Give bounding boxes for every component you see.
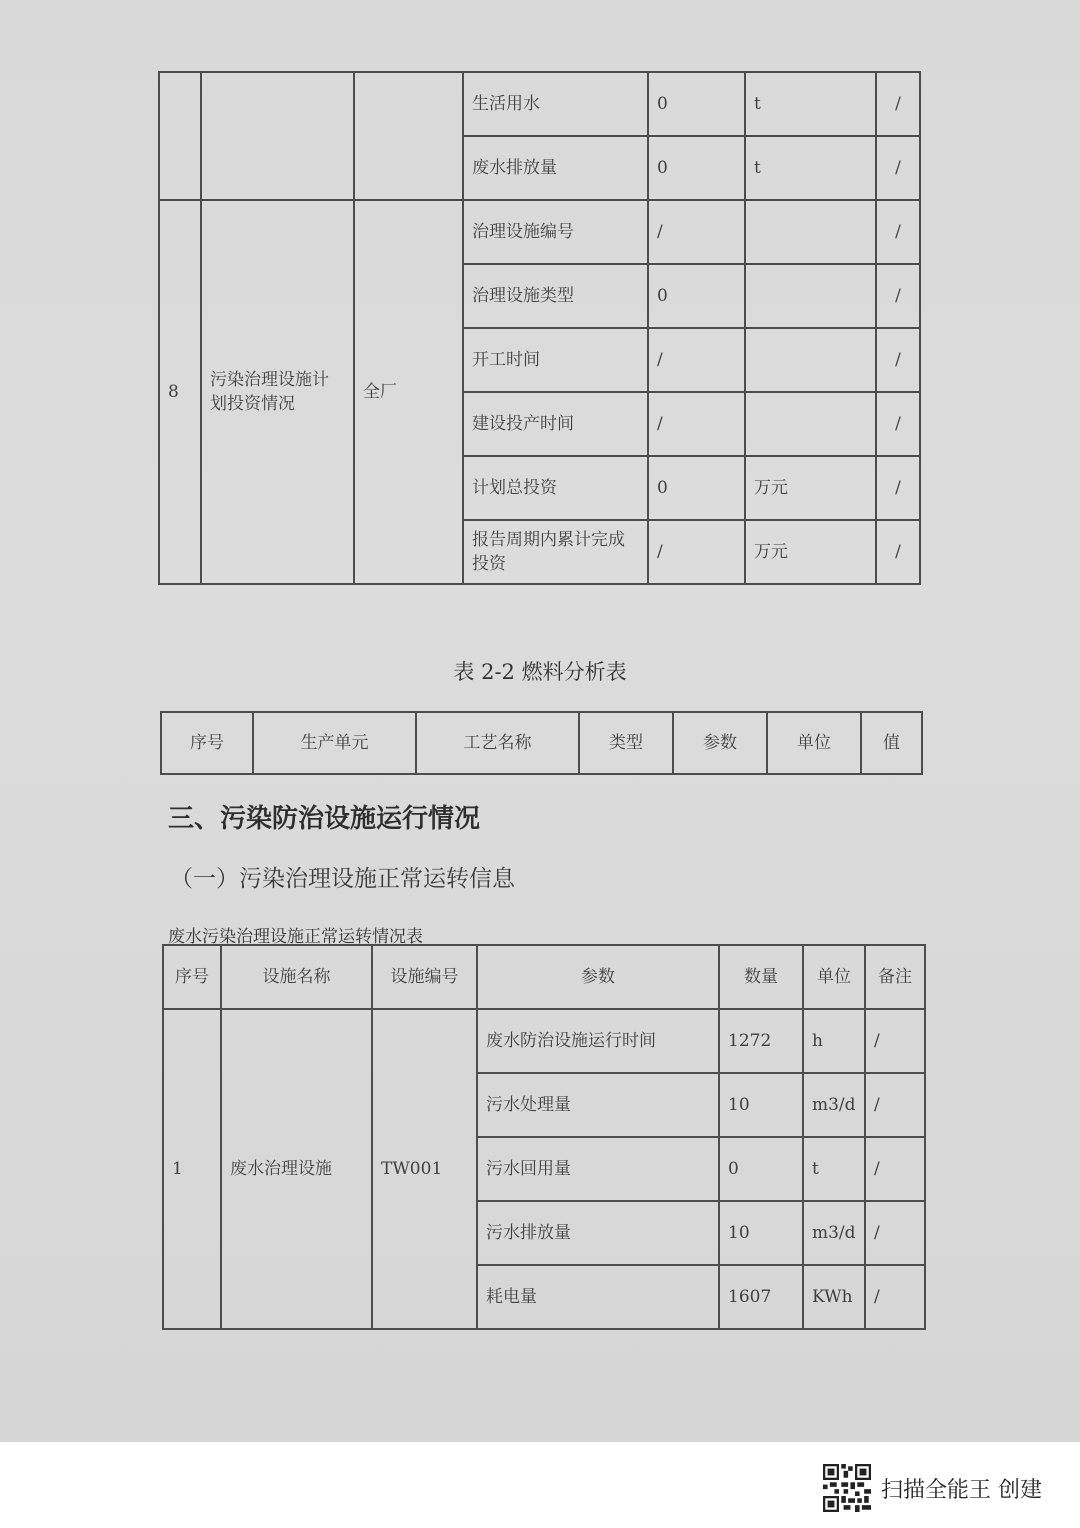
unit-cell <box>745 200 876 264</box>
param-cell: 废水防治设施运行时间 <box>477 1009 719 1073</box>
value-cell: / <box>648 392 745 456</box>
qty-cell: 0 <box>719 1137 803 1201</box>
facility-name-cell: 废水治理设施 <box>221 1009 372 1329</box>
header-facility-name: 设施名称 <box>221 945 372 1009</box>
wastewater-table-caption: 废水污染治理设施正常运转情况表 <box>168 927 423 947</box>
header-parameter: 参数 <box>673 712 767 774</box>
unit-cell: m3/d <box>803 1201 865 1265</box>
param-cell: 报告周期内累计完成投资 <box>463 520 648 584</box>
unit-cell <box>745 392 876 456</box>
section-subtitle: （一）污染治理设施正常运转信息 <box>170 866 515 892</box>
table-row <box>159 72 920 136</box>
scanner-watermark <box>823 1466 1042 1510</box>
unit-cell: 万元 <box>745 520 876 584</box>
header-remarks: 备注 <box>865 945 925 1009</box>
param-cell: 开工时间 <box>463 328 648 392</box>
header-seq: 序号 <box>163 945 221 1009</box>
header-unit: 单位 <box>803 945 865 1009</box>
param-cell: 污水处理量 <box>477 1073 719 1137</box>
header-type: 类型 <box>579 712 673 774</box>
unit-cell: t <box>803 1137 865 1201</box>
note-cell: / <box>865 1201 925 1265</box>
item-cell: 污染治理设施计划投资情况 <box>201 200 354 584</box>
note-cell: / <box>876 264 920 328</box>
note-cell: / <box>876 328 920 392</box>
note-cell: / <box>876 72 920 136</box>
wastewater-facility-table <box>162 944 926 1330</box>
param-cell: 建设投产时间 <box>463 392 648 456</box>
header-seq: 序号 <box>161 712 253 774</box>
value-cell: 0 <box>648 264 745 328</box>
header-value: 值 <box>861 712 922 774</box>
table-header-row <box>163 945 925 1009</box>
param-cell: 治理设施编号 <box>463 200 648 264</box>
value-cell: / <box>648 200 745 264</box>
param-cell: 废水排放量 <box>463 136 648 200</box>
unit-cell: t <box>745 136 876 200</box>
fuel-table-caption: 表 2-2 燃料分析表 <box>453 660 627 684</box>
table-row <box>159 200 920 264</box>
unit-cell <box>745 264 876 328</box>
header-unit: 单位 <box>767 712 861 774</box>
header-facility-code: 设施编号 <box>372 945 477 1009</box>
facility-code-cell: TW001 <box>372 1009 477 1329</box>
note-cell: / <box>865 1137 925 1201</box>
header-production-unit: 生产单元 <box>253 712 416 774</box>
note-cell: / <box>865 1073 925 1137</box>
blank-cell <box>354 72 463 200</box>
section-title: 三、污染防治设施运行情况 <box>168 804 481 834</box>
value-cell: / <box>648 520 745 584</box>
note-cell: / <box>876 200 920 264</box>
value-cell: 0 <box>648 136 745 200</box>
header-process-name: 工艺名称 <box>416 712 579 774</box>
note-cell: / <box>876 392 920 456</box>
header-parameter: 参数 <box>477 945 719 1009</box>
table-row <box>163 1009 925 1073</box>
note-cell: / <box>865 1009 925 1073</box>
header-quantity: 数量 <box>719 945 803 1009</box>
qty-cell: 1272 <box>719 1009 803 1073</box>
note-cell: / <box>876 520 920 584</box>
param-cell: 耗电量 <box>477 1265 719 1329</box>
note-cell: / <box>865 1265 925 1329</box>
table-header-row <box>161 712 922 774</box>
qty-cell: 1607 <box>719 1265 803 1329</box>
param-cell: 治理设施类型 <box>463 264 648 328</box>
value-cell: 0 <box>648 72 745 136</box>
unit-cell <box>745 328 876 392</box>
unit-cell: KWh <box>803 1265 865 1329</box>
value-cell: 0 <box>648 456 745 520</box>
qty-cell: 10 <box>719 1073 803 1137</box>
param-cell: 计划总投资 <box>463 456 648 520</box>
qr-code-icon <box>823 1464 871 1512</box>
seq-cell: 1 <box>163 1009 221 1329</box>
fuel-analysis-table <box>160 711 923 775</box>
blank-cell <box>201 72 354 200</box>
unit-scope-cell: 全厂 <box>354 200 463 584</box>
value-cell: / <box>648 328 745 392</box>
unit-cell: t <box>745 72 876 136</box>
param-cell: 污水排放量 <box>477 1201 719 1265</box>
blank-cell <box>159 72 201 200</box>
param-cell: 生活用水 <box>463 72 648 136</box>
pollution-investment-table <box>158 71 921 585</box>
watermark-text: 扫描全能王 创建 <box>881 1477 1042 1503</box>
qty-cell: 10 <box>719 1201 803 1265</box>
param-cell: 污水回用量 <box>477 1137 719 1201</box>
seq-cell: 8 <box>159 200 201 584</box>
note-cell: / <box>876 136 920 200</box>
unit-cell: h <box>803 1009 865 1073</box>
note-cell: / <box>876 456 920 520</box>
unit-cell: m3/d <box>803 1073 865 1137</box>
unit-cell: 万元 <box>745 456 876 520</box>
